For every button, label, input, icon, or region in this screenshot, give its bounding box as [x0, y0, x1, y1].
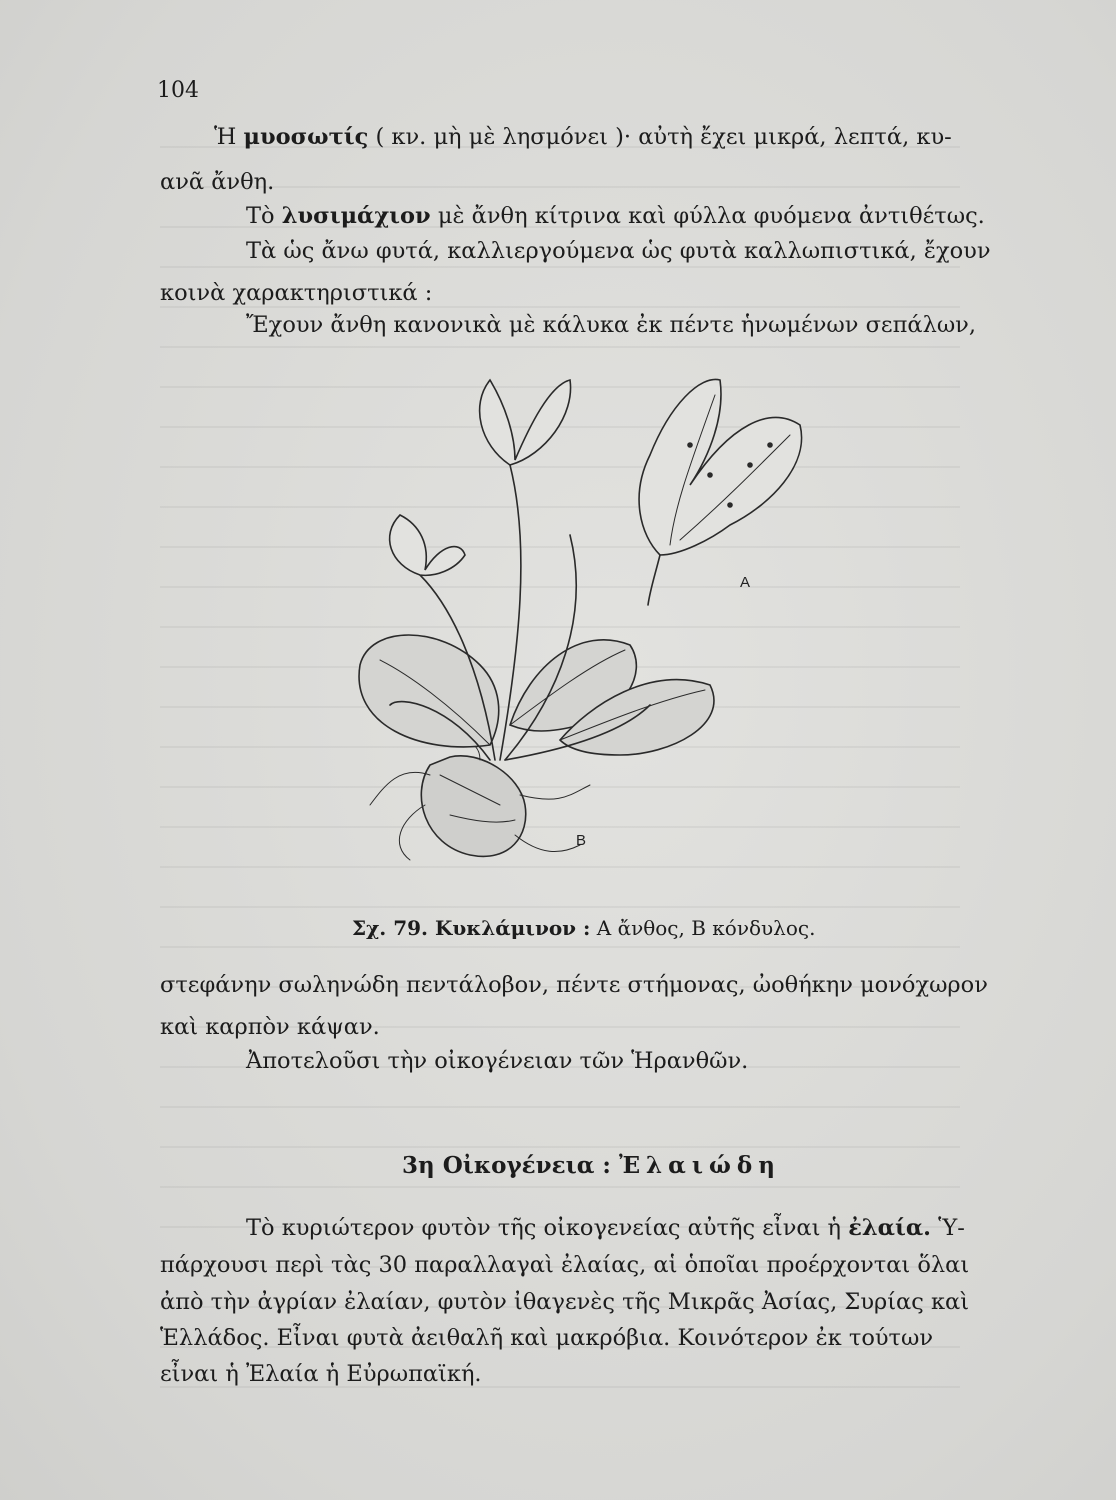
text-line-5: κοινὰ χαρακτηριστικά : — [160, 280, 433, 306]
text-line-14: εἶναι ἡ Ἐλαία ἡ Εὐρωπαϊκή. — [160, 1361, 482, 1387]
text-line-2: ανᾶ ἄνθη. — [160, 169, 275, 195]
text-line-10: Τὸ κυριώτερον φυτὸν τῆς οἰκογενείας αὐτῆς εἶναι ἡ ἐλαία. Ὑ- — [246, 1215, 965, 1241]
text-line-11: πάρχουσι περὶ τὰς 30 παραλλαγαὶ ἐλαίας, αἱ ὁποῖαι προέρχονται ὅλαι — [160, 1252, 970, 1278]
text-line-4: Τὰ ὡς ἄνω φυτά, καλλιεργούμενα ὡς φυτὰ καλλωπιστικά, ἔχουν — [246, 238, 991, 264]
page-number: 104 — [157, 78, 199, 103]
figure-caption: Σχ. 79. Κυκλάμινον : Α ἄνθος, Β κόνδυλος. — [352, 916, 816, 940]
figure-label-a: Α — [740, 574, 751, 591]
text-line-6: Ἔχουν ἄνθη κανονικὰ μὲ κάλυκα ἐκ πέντε ἡνωμένων σεπάλων, — [246, 312, 977, 338]
flower-top — [480, 380, 571, 465]
tuber — [421, 756, 525, 857]
text-line-8: καὶ καρπὸν κάψαν. — [160, 1014, 380, 1040]
section-heading: 3η Οἰκογένεια : Ἐλαιώδη — [402, 1152, 781, 1179]
flower-a — [639, 379, 801, 555]
text-line-12: ἀπὸ τὴν ἀγρίαν ἐλαίαν, φυτὸν ἰθαγενὲς τῆς Μικρᾶς Ἀσίας, Συρίας καὶ — [160, 1289, 970, 1315]
text-line-1: Ἡ μυοσωτίς ( κν. μὴ μὲ λησμόνει )· αὐτὴ ἔχει μικρά, λεπτά, κυ- — [214, 124, 952, 150]
text-line-7: στεφάνην σωληνώδη πεντάλοβον, πέντε στήμονας, ὠοθήκην μονόχωρον — [160, 972, 988, 998]
flower-small — [390, 515, 465, 575]
figure-label-b: Β — [576, 832, 587, 849]
text-line-3: Τὸ λυσιμάχιον μὲ ἄνθη κίτρινα καὶ φύλλα φυόμενα ἀντιθέτως. — [246, 203, 985, 229]
text-line-9: Ἀποτελοῦσι τὴν οἰκογένειαν τῶν Ἡρανθῶν. — [246, 1048, 749, 1074]
text-line-13: Ἑλλάδος. Εἶναι φυτὰ ἀειθαλῆ καὶ μακρόβια. Κοινότερον ἐκ τούτων — [160, 1325, 934, 1351]
cyclamen-illustration — [330, 365, 850, 875]
